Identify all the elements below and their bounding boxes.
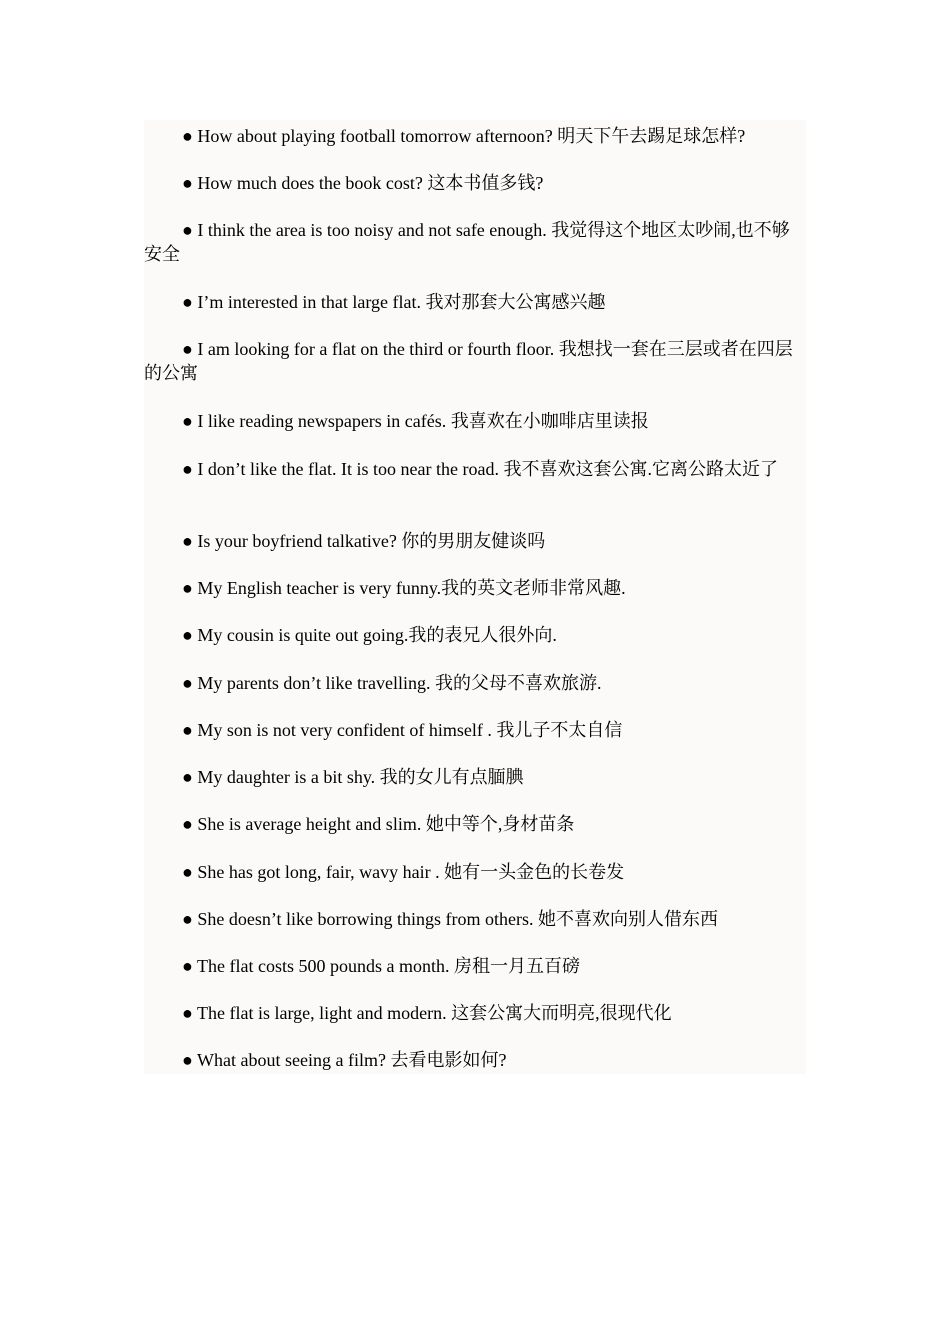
list-item: ● Is your boyfriend talkative? 你的男朋友健谈吗 — [182, 531, 546, 551]
list-item: ● How about playing football tomorrow afternoon? 明天下午去踢足球怎样? — [182, 126, 746, 146]
list-item: ● I like reading newspapers in cafés. 我喜欢在小咖啡店里读报 — [182, 411, 649, 431]
list-item: ● The flat costs 500 pounds a month. 房租一月五百磅 — [182, 956, 581, 976]
list-item: ● My daughter is a bit shy. 我的女儿有点腼腆 — [182, 767, 524, 787]
list-item: ● I am looking for a flat on the third or fourth floor. 我想找一套在三层或者在四层的公寓 — [144, 339, 793, 383]
list-item: ● I’m interested in that large flat. 我对那套大公寓感兴趣 — [182, 292, 606, 312]
list-item: ● She doesn’t like borrowing things from others. 她不喜欢向别人借东西 — [182, 909, 718, 929]
list-item: ● I don’t like the flat. It is too near the road. 我不喜欢这套公寓.它离公路太近了 — [182, 459, 778, 479]
list-item: ● She is average height and slim. 她中等个,身材苗条 — [182, 814, 575, 834]
list-item: ● How much does the book cost? 这本书值多钱? — [182, 173, 544, 193]
list-item: ● My parents don’t like travelling. 我的父母不喜欢旅游. — [182, 673, 602, 693]
list-item: ● My cousin is quite out going.我的表兄人很外向. — [182, 625, 557, 645]
list-item: ● The flat is large, light and modern. 这套公寓大而明亮,很现代化 — [182, 1003, 672, 1023]
sentence-list — [144, 120, 806, 1074]
list-item: ● She has got long, fair, wavy hair . 她有一头金色的长卷发 — [182, 862, 625, 882]
list-item: ● I think the area is too noisy and not safe enough. 我觉得这个地区太吵闹,也不够安全 — [144, 220, 790, 264]
list-item: ● My son is not very confident of himself . 我儿子不太自信 — [182, 720, 623, 740]
list-item: ● My English teacher is very funny.我的英文老师非常风趣. — [182, 578, 626, 598]
list-item: ● What about seeing a film? 去看电影如何? — [182, 1050, 507, 1070]
